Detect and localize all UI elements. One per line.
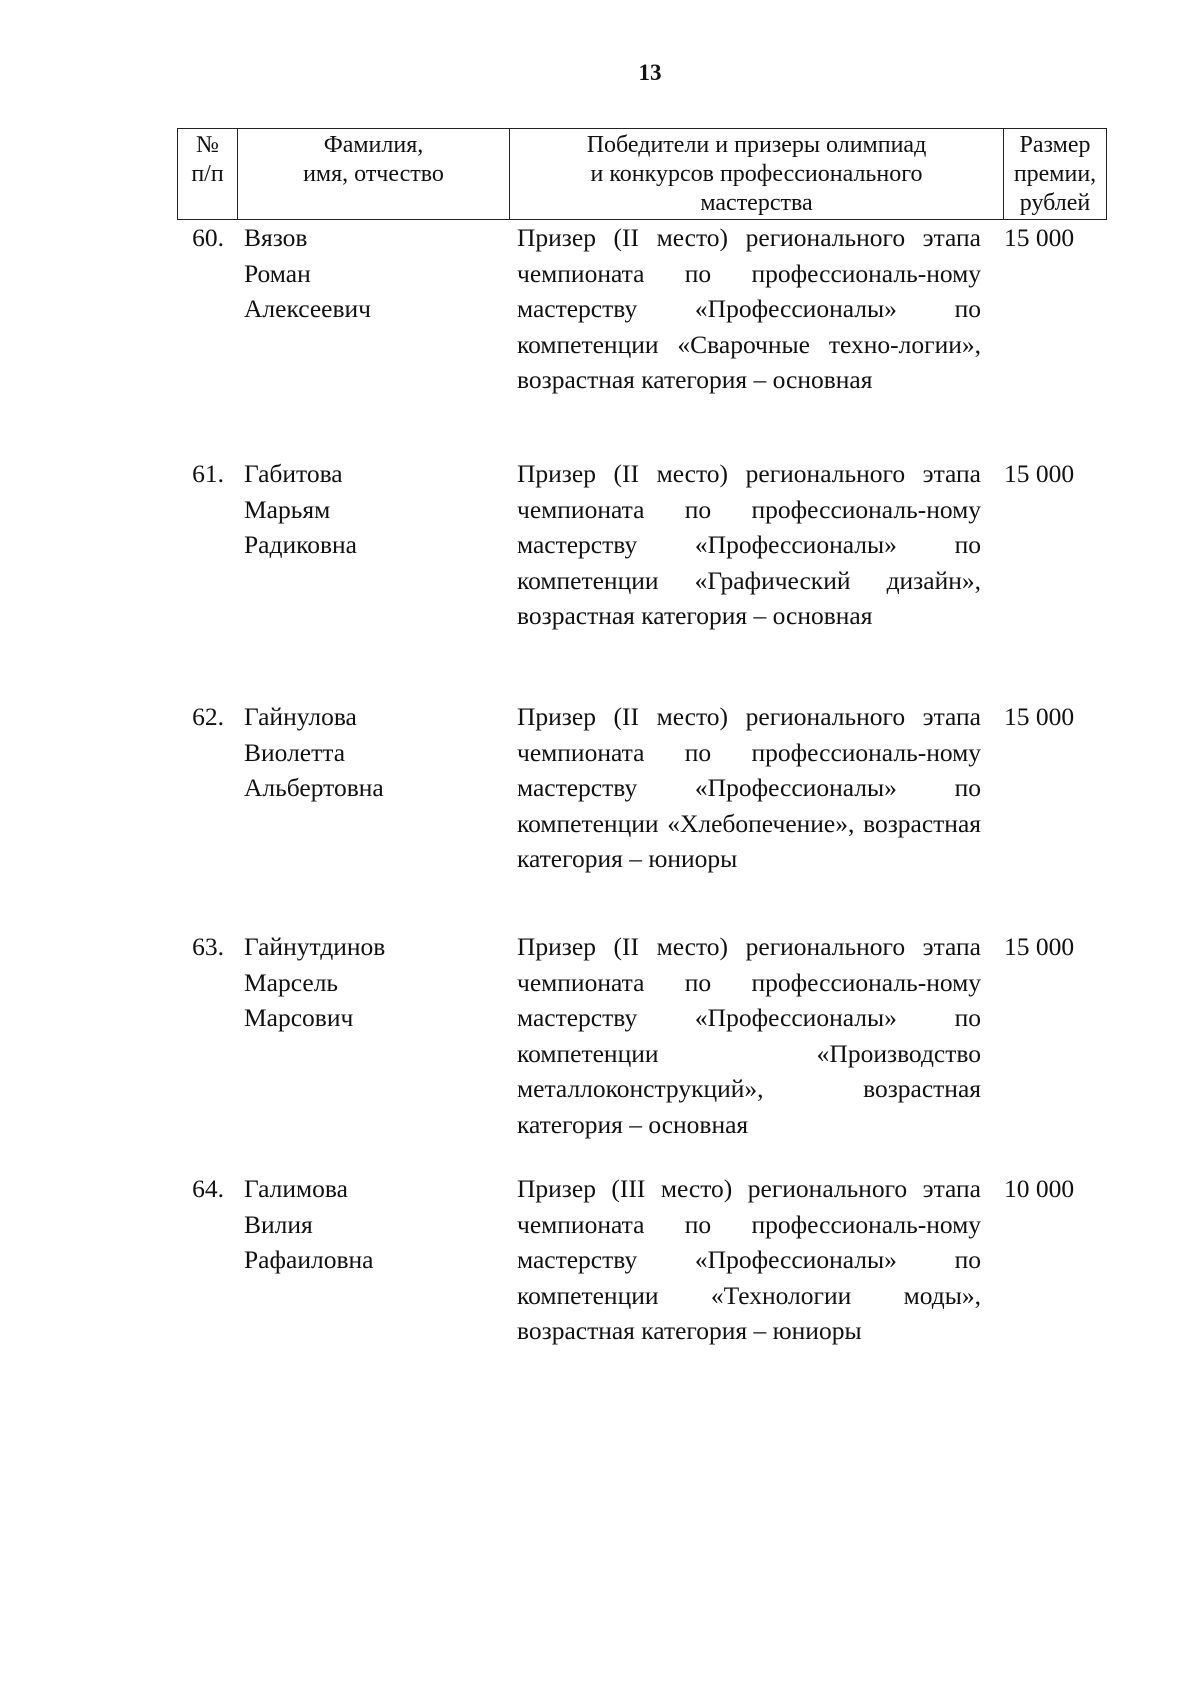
row-number: 64. — [192, 1174, 224, 1203]
person-name — [244, 220, 484, 327]
patronymic: Рафаиловна — [244, 1245, 374, 1274]
surname: Габитова — [244, 459, 343, 488]
header-prize-cell — [1003, 129, 1106, 219]
surname: Гайнутдинов — [244, 932, 386, 961]
header-name-cell — [237, 129, 509, 219]
surname: Вязов — [244, 223, 308, 252]
award-description: Призер (II место) регионального этапа чемпионата по профессиональ-ному мастерству «Профессионалы» по компетенции «Графический дизайн», возрастная категория – основная — [517, 459, 981, 630]
award-description: Призер (III место) регионального этапа чемпионата по профессиональ-ному мастерству «Профессионалы» по компетенции «Технологии моды», возрастная категория – юниоры — [517, 1174, 981, 1345]
header-name-line: имя, отчество — [303, 161, 444, 187]
patronymic: Алексеевич — [244, 294, 371, 323]
header-prize-line: премии, — [1013, 161, 1097, 187]
header-description-line: и конкурсов профессионального — [590, 161, 923, 187]
page-number: 13 — [638, 60, 662, 85]
first-name: Вилия — [244, 1209, 313, 1239]
header-num-line: № — [196, 132, 219, 158]
prize-amount: 10 000 — [1004, 1174, 1075, 1203]
header-description-line: Победители и призеры олимпиад — [586, 132, 927, 158]
row-number: 62. — [192, 702, 224, 731]
row-number: 61. — [192, 459, 224, 488]
surname: Галимова — [244, 1174, 348, 1203]
person-name — [244, 1171, 484, 1278]
patronymic: Альбертовна — [244, 773, 384, 802]
prize-amount: 15 000 — [1004, 932, 1075, 961]
row-number: 63. — [192, 932, 224, 961]
surname: Гайнулова — [244, 702, 357, 731]
header-description-line: мастерства — [700, 190, 813, 216]
patronymic: Марсович — [244, 1003, 354, 1032]
header-num-line: п/п — [191, 161, 224, 187]
award-description: Призер (II место) регионального этапа чемпионата по профессиональ-ному мастерству «Профессионалы» по компетенции «Сварочные техно-логии», возрастная категория – основная — [517, 223, 981, 394]
prize-amount: 15 000 — [1004, 223, 1075, 252]
person-name — [244, 456, 484, 563]
person-name — [244, 929, 484, 1036]
person-name — [244, 699, 484, 806]
first-name: Виолетта — [244, 737, 346, 767]
patronymic: Радиковна — [244, 530, 357, 559]
table-header — [177, 128, 1107, 220]
prize-amount: 15 000 — [1004, 702, 1075, 731]
header-prize-line: Размер — [1019, 132, 1091, 158]
award-description: Призер (II место) регионального этапа чемпионата по профессиональ-ному мастерству «Профессионалы» по компетенции «Хлебопечение», возрастная категория – юниоры — [517, 702, 981, 873]
header-description-cell — [509, 129, 1003, 219]
header-name-line: Фамилия, — [323, 132, 424, 158]
header-num-cell — [178, 129, 237, 219]
prize-amount: 15 000 — [1004, 459, 1075, 488]
first-name: Марьям — [244, 494, 331, 524]
award-description: Призер (II место) регионального этапа чемпионата по профессиональ-ному мастерству «Профессионалы» по компетенции «Производство металлоконструкций», возрастная категория – основная — [517, 932, 981, 1139]
header-prize-line: рублей — [1019, 190, 1091, 216]
row-number: 60. — [192, 223, 224, 252]
first-name: Роман — [244, 258, 311, 288]
first-name: Марсель — [244, 967, 339, 997]
